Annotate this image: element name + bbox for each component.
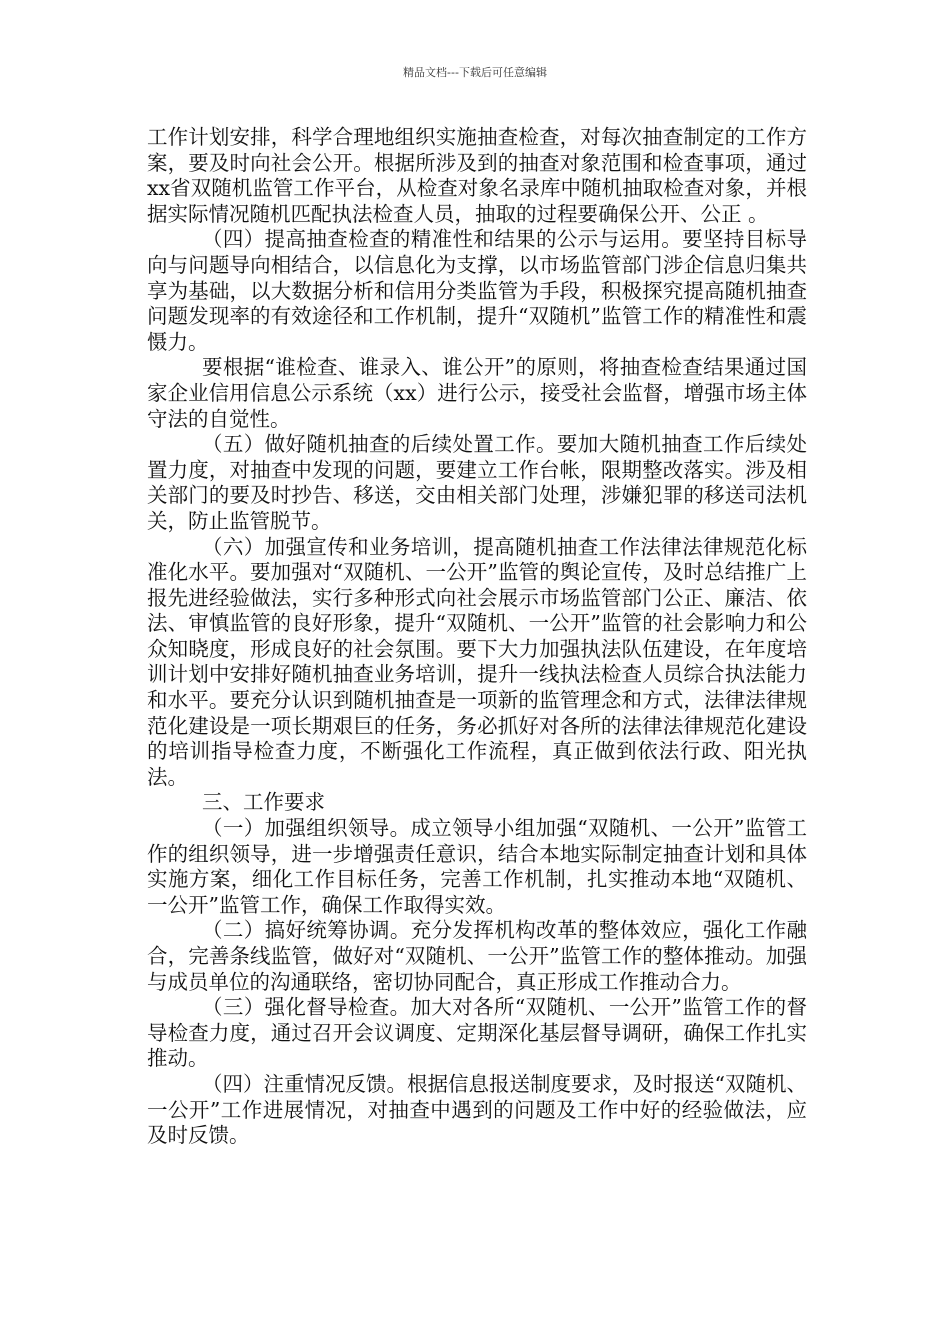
paragraph-continuation: 工作计划安排，科学合理地组织实施抽查检查，对每次抽查制定的工作方案，要及时向社会公开。根据所涉及到的抽查对象范围和检查事项，通过xx省双随机监管工作平台，从检查对象名录库中随机抽取检查对象，并根据实际情况随机匹配执法检查人员，抽取的过程要确保公开、公正 。 <box>147 125 807 226</box>
paragraph-publicity-principle: 要根据“谁检查、谁录入、谁公开”的原则，将抽查检查结果通过国家企业信用信息公示系统（xx）进行公示，接受社会监督，增强市场主体守法的自觉性。 <box>147 355 807 431</box>
paragraph-req-4-feedback: （四）注重情况反馈。根据信息报送制度要求，及时报送“双随机、一公开”工作进展情况，对抽查中遇到的问题及工作中好的经验做法，应及时反馈。 <box>147 1071 807 1148</box>
section-heading-work-requirements: 三、工作要求 <box>202 790 325 815</box>
document-body <box>147 125 807 1149</box>
paragraph-req-3-supervision: （三）强化督导检查。加大对各所“双随机、一公开”监管工作的督导检查力度，通过召开会议调度、定期深化基层督导调研，确保工作扎实推动。 <box>147 995 807 1071</box>
paragraph-req-1-leadership: （一）加强组织领导。成立领导小组加强“双随机、一公开”监管工作的组织领导，进一步增强责任意识，结合本地实际制定抽查计划和具体实施方案，细化工作目标任务，完善工作机制，扎实推动本地“双随机、一公开”监管工作，确保工作取得实效。 <box>147 816 807 917</box>
paragraph-section-4-precision: （四）提高抽查检查的精准性和结果的公示与运用。要坚持目标导向与问题导向相结合，以信息化为支撑，以市场监管部门涉企信息归集共享为基础，以大数据分析和信用分类监管为手段，积极探究提高随机抽查问题发现率的有效途径和工作机制，提升“双随机”监管工作的精准性和震慑力。 <box>147 227 807 354</box>
paragraph-req-2-coordination: （二）搞好统筹协调。充分发挥机构改革的整体效应，强化工作融合，完善条线监管，做好对“双随机、一公开”监管工作的整体推动。加强与成员单位的沟通联络，密切协同配合，真正形成工作推动合力。 <box>147 918 807 994</box>
paragraph-section-5-followup: （五）做好随机抽查的后续处置工作。要加大随机抽查工作后续处置力度，对抽查中发现的问题，要建立工作台帐，限期整改落实。涉及相关部门的要及时抄告、移送，交由相关部门处理，涉嫌犯罪的移送司法机关，防止监管脱节。 <box>147 432 807 533</box>
paragraph-section-6-training: （六）加强宣传和业务培训，提高随机抽查工作法律法律规范化标准化水平。要加强对“双随机、一公开”监管的舆论宣传，及时总结推广上报先进经验做法，实行多种形式向社会展示市场监管部门公正、廉洁、依法、审慎监管的良好形象，提升“双随机、一公开”监管的社会影响力和公众知晓度，形成良好的社会氛围。要下大力加强执法队伍建设，在年度培训计划中安排好随机抽查业务培训，提升一线执法检查人员综合执法能力和水平。要充分认识到随机抽查是一项新的监管理念和方式，法律法律规范化建设是一项长期艰巨的任务，务必抓好对各所的法律法律规范化建设的培训指导检查力度，不断强化工作流程，真正做到依法行政、阳光执法。 <box>147 534 807 789</box>
page-header: 精品文档---下载后可任意编辑 <box>403 66 547 79</box>
